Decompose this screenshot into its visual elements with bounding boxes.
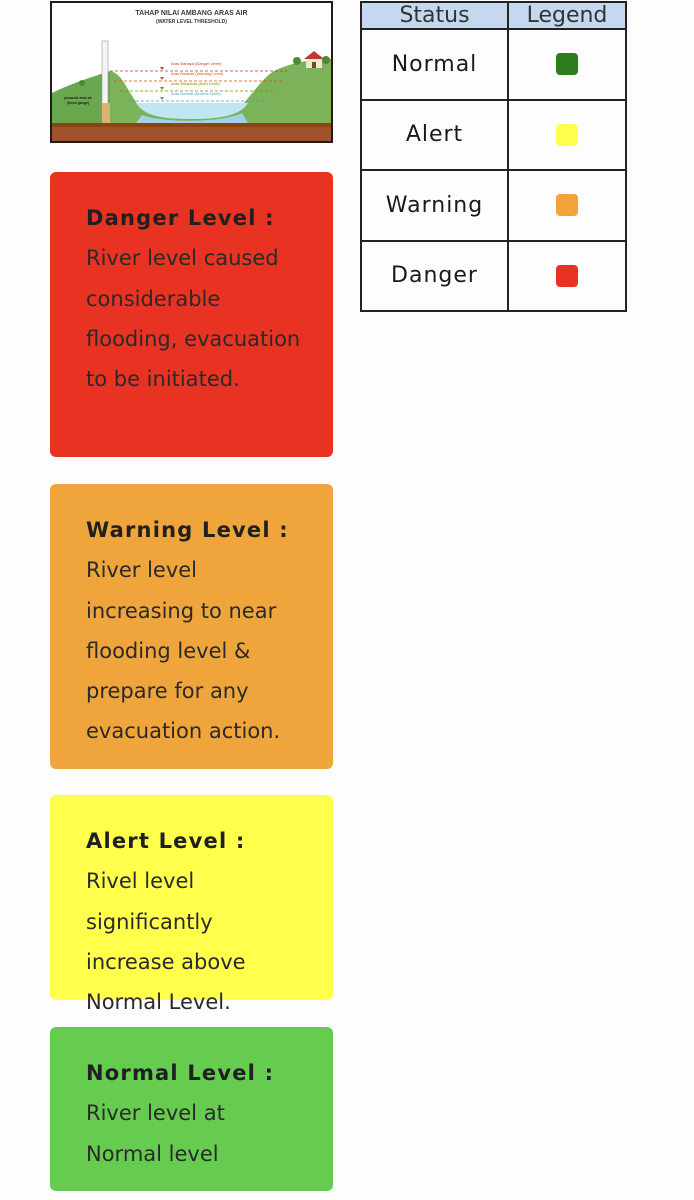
normal-level-title: Normal Level : <box>86 1061 275 1085</box>
danger-color-swatch <box>556 265 578 287</box>
status-cell: Alert <box>361 100 508 171</box>
warning-level-title: Warning Level : <box>86 518 289 542</box>
status-cell: Warning <box>361 170 508 241</box>
normal-color-swatch <box>556 53 578 75</box>
alert-level-label: Aras Waspada (Alert Level) <box>171 81 220 86</box>
table-row-normal <box>361 29 626 100</box>
alert-color-swatch <box>556 124 578 146</box>
status-legend-table <box>360 1 627 312</box>
legend-cell <box>508 241 626 312</box>
table-row-danger <box>361 241 626 312</box>
normal-level-description: River level at Normal level <box>86 1101 225 1166</box>
warning-level-card <box>50 484 333 769</box>
legend-column-header: Legend <box>508 2 626 29</box>
normal-level-card <box>50 1027 333 1191</box>
flood-gauge-label <box>56 96 100 106</box>
danger-level-title: Danger Level : <box>86 206 275 230</box>
table-row-warning <box>361 170 626 241</box>
danger-level-card <box>50 172 333 457</box>
status-cell: Normal <box>361 29 508 100</box>
status-cell: Danger <box>361 241 508 312</box>
diagram-subtitle: (WATER LEVEL THRESHOLD) <box>156 19 227 25</box>
alert-level-description: Rivel level significantly increase above Normal Level. <box>86 869 246 1015</box>
status-column-header: Status <box>361 2 508 29</box>
flood-gauge-label-line2: (flood gauge) <box>66 101 90 105</box>
alert-level-title: Alert Level : <box>86 829 246 853</box>
normal-level-label: Aras Normal (Normal Level) <box>171 91 221 96</box>
table-row-alert <box>361 100 626 171</box>
diagram-title: TAHAP NILAI AMBANG ARAS AIR <box>135 10 248 17</box>
table-header-row <box>361 2 626 29</box>
warning-color-swatch <box>556 194 578 216</box>
legend-cell <box>508 29 626 100</box>
flood-gauge-label-line1: penanda aras air <box>64 96 92 100</box>
legend-cell <box>508 170 626 241</box>
alert-level-card <box>50 795 333 1015</box>
danger-level-description: River level caused considerable flooding, evacuation to be initiated. <box>86 246 301 392</box>
warning-level-description: River level increasing to near flooding level & prepare for any evacuation action. <box>86 558 281 744</box>
legend-cell <box>508 100 626 171</box>
danger-level-label: Aras Bahaya (Danger Level) <box>171 61 222 66</box>
warning-level-label: Aras Amaran (Warning Level) <box>171 71 224 76</box>
water-level-threshold-diagram <box>50 1 333 143</box>
